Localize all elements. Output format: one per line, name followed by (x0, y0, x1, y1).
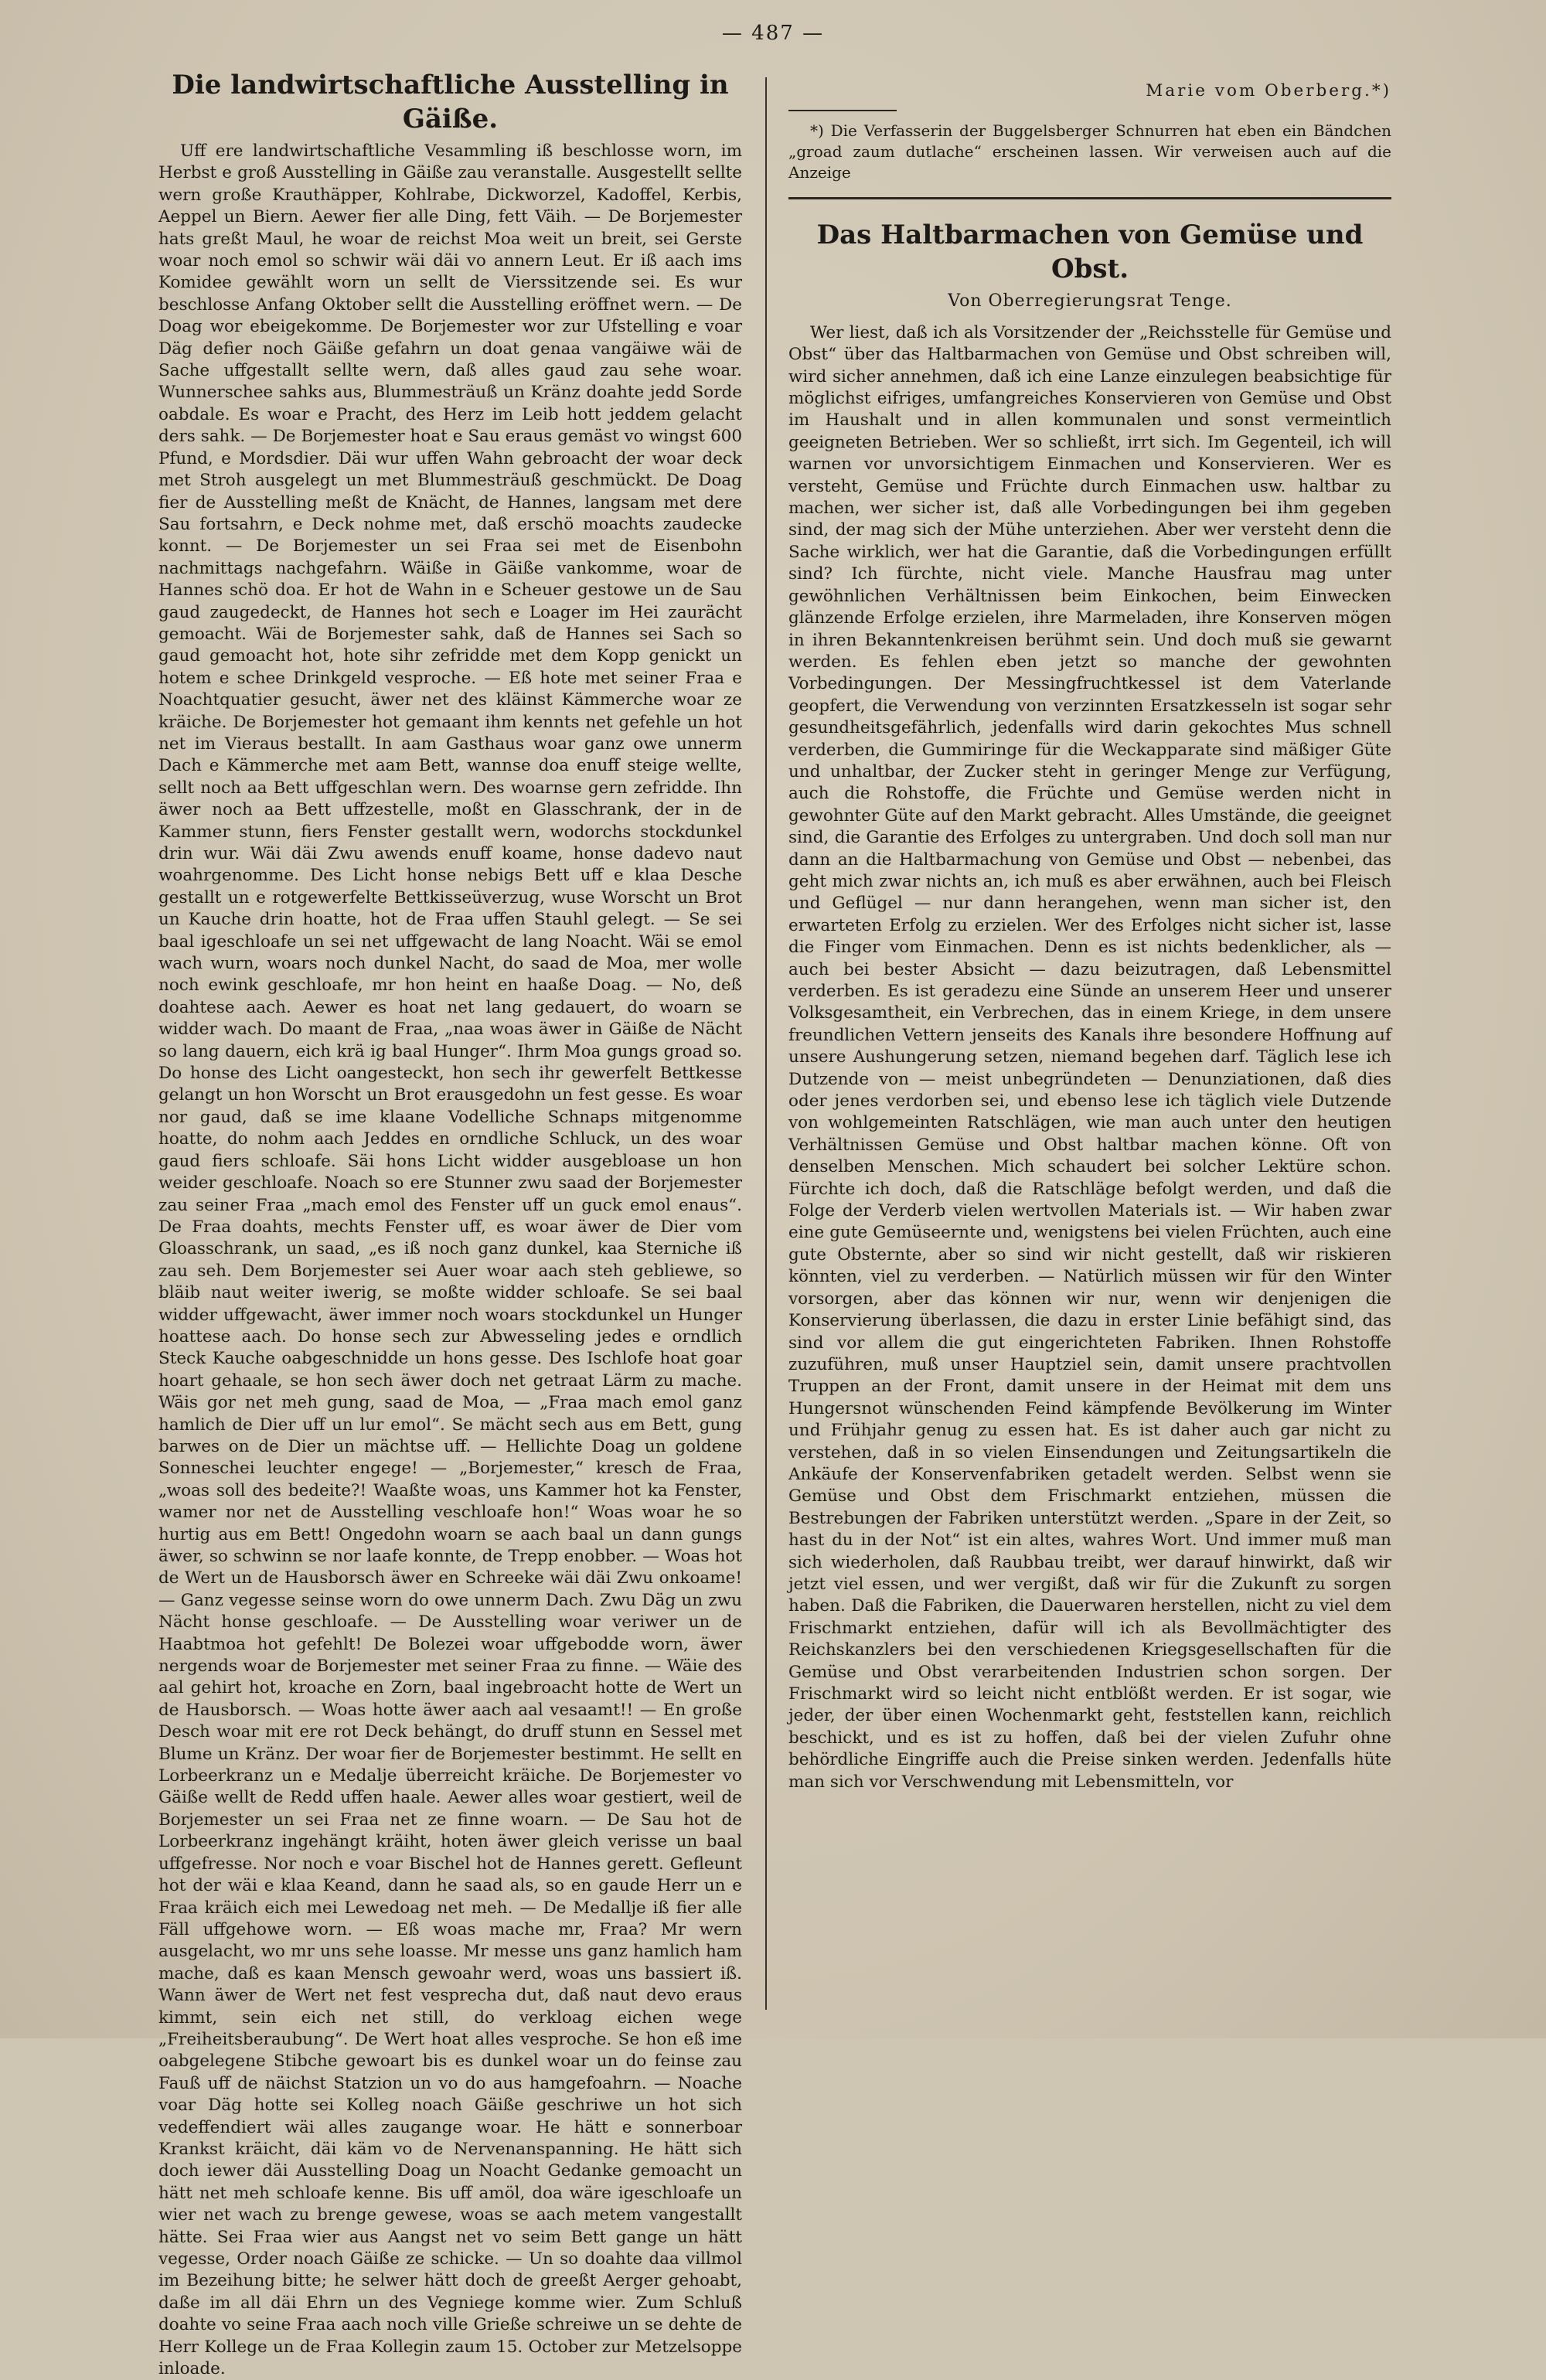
right-column (788, 80, 1391, 1793)
article-title-preserving: Das Haltbarmachen von Gemüse und Obst. (816, 220, 1364, 285)
article-body: Uff ere landwirtschaftliche Vesammling iß beschlosse worn, im Herbst e groß Ausstelling in Gäiße zau veranstalle. Ausgestellt sellte wern große Krauthäpper, Kohlrabe, Dickworzel, Kadoffel, Kerbis, Aeppel un Biern. Aewer fier alle Ding, fett Väih. — De Borjemester hats greßt Maul, he woar de reichst Moa weit un breit, sei Gerste woar noch emol so schwir wäi däi vo annern Leut. Er iß aach ims Komidee gewählt worn un sellt de Vierssitzende sei. Es wur beschlosse Anfang Oktober sellt die Ausstelling eröffnet wern. — De Doag wor ebeigekomme. De Borjemester wor zur Ufstelling e voar Däg defier noch Gäiße gefahrn un doat genaa vangäiwe wäi de Sache uffgestallt sellte wern, daß alles gaud zau sehe woar. Wunnerschee sahks aus, Blummesträuß un Kränz doahte jedd Sorde oabdale. Es woar e Pracht, des Herz im Leib hott jeddem gelacht ders sahk. — De Borjemester hoat e Sau eraus gemäst vo wingst 600 Pfund, e Mordsdier. Däi wur uffen Wahn gebroacht der woar deck met Stroh ausgelegt un met Blummesträuß geschmückt. De Doag fier de Ausstelling meßt de Knächt, de Hannes, langsam met dere Sau fortsahrn, e Deck nohme met, daß erschö moachts zaudecke konnt. — De Borjemester un sei Fraa sei met de Eisenbohn nachmittags nachgefahrn. Wäiße in Gäiße vankomme, woar de Hannes schö doa. Er hot de Wahn in e Scheuer gestowe un de Sau gaud zaugedeckt, de Hannes hot sech e Loager im Hei zaurächt gemoacht. Wäi de Borjemester sahk, daß de Hannes sei Sach so gaud gemoacht hot, hote sihr zefridde met dem Kopp genickt un hotem e schee Drinkgeld vesproche. — Eß hote met seiner Fraa e Noachtquatier gesucht, äwer net des kläinst Kämmerche woar ze kräiche. De Borjemester hot gemaant ihm kennts net gefehle un hot net im Vieraus bestallt. In aam Gasthaus woar ganz owe unnerm Dach e Kämmerche met aam Bett, wannse doa enuff steige wellte, sellt noch aa Bett uffgeschlan wern. Des woarnse gern zefridde. Ihn äwer noch aa Bett uffzestelle, moßt en Glasschrank, der in de Kammer stunn, fiers Fenster gestallt wern, wodorchs stockdunkel drin wur. Wäi däi Zwu awends enuff koame, honse dadevo naut woahrgenomme. Des Licht honse nebigs Bett uff e klaa Desche gestallt un e rotgewerfelte Bettkisseüverzug, wuse Worscht un Brot un Kauche drin hoatte, hot de Fraa uffen Stauhl gelegt. — Se sei baal igeschloafe un sei net uffgewacht de lang Noacht. Wäi se emol wach wurn, woars noch dunkel Nacht, do saad de Moa, mer wolle noch ewink geschloafe, mr hon heint en haaße Doag. — No, deß doahtese aach. Aewer es hoat net lang gedauert, do woarn se widder wach. Do maant de Fraa, „naa woas äwer in Gäiße de Nächt so lang dauern, eich krä ig baal Hunger“. Ihrm Moa gungs groad so. Do honse des Licht oangesteckt, hon sech ihr gewerfelt Bettkesse gelangt un hon Worscht un Brot erausgedohn un fest gesse. Es woar nor gaud, daß se ime klaane Vodelliche Schnaps mitgenomme hoatte, do nohm aach Jeddes en orndliche Schluck, un des woar gaud fiers schloafe. Säi hons Licht widder ausgebloase un hon weider geschloafe. Noach so ere Stunner zwu saad der Borjemester zau seiner Fraa „mach emol des Fenster uff un guck emol enaus“. De Fraa doahts, mechts Fenster uff, es woar äwer de Dier vom Gloasschrank, un saad, „es iß noch ganz dunkel, kaa Sterniche iß zau seh. Dem Borjemester sei Auer woar aach steh gebliewe, so bläib naut weiter iwerig, se moßte widder schloafe. Se sei baal widder uffgewacht, äwer immer noch woars stockdunkel un Hunger hoattese aach. Do honse sech zur Abwesseling jedes e orndlich Steck Kauche oabgeschnidde un hons gesse. Des Ischlofe hoat goar hoart gehaale, se hon sech äwer doch net getraat Lärm zu mache. Wäis gor net meh gung, saad de Moa, — „Fraa mach emol ganz hamlich de Dier uff un lur emol“. Se mächt sech aus em Bett, gung barwes on de Dier un mächtse uff. — Hellichte Doag un goldene Sonneschei leuchter engege! — „Borjemester,“ kresch de Fraa, „woas soll des bedeite?! Waaßte woas, uns Kammer hot ka Fenster, wamer nor net de Ausstelling veschloafe hon!“ Woas woar he so hurtig aus em Bett! Ongedohn woarn se aach baal un dann gungs äwer, so schwinn se nor laafe konnte, de Trepp enobber. — Woas hot de Wert un de Hausborsch äwer en Schreeke wäi däi Zwu onkoame! — Ganz vegesse seinse worn do owe unnerm Dach. Zwu Däg un zwu Nächt honse geschloafe. — De Ausstelling woar veriwer un de Haabtmoa hot gefehlt! De Bolezei woar uffgebodde worn, äwer nergends woar de Borjemester met seiner Fraa zu finne. — Wäie des aal gehirt hot, kroache en Zorn, baal ingebroacht hotte de Wert un de Hausborsch. — Woas hotte äwer aach aal vesaamt!! — En große Desch woar mit ere rot Deck behängt, do druff stunn en Sessel met Blume un Kränz. Der woar fier de Borjemester bestimmt. He sellt en Lorbeerkranz un e Medalje überreicht kräiche. De Borjemester vo Gäiße wellt de Redd uffen haale. Aewer alles woar gestiert, weil de Borjemester un sei Fraa net ze finne woarn. — De Sau hot de Lorbeerkranz ingehängt kräiht, hoten äwer gleich verisse un baal uffgefresse. Nor noch e voar Bischel hot de Hannes gerett. Gefleunt hot der wäi e klaa Keand, dann he saad als, so en gaude Herr un e Fraa kräich eich mei Lewedoag net meh. — De Medallje iß fier alle Fäll uffgehowe worn. — Eß woas mache mr, Fraa? Mr wern ausgelacht, wo mr uns sehe loasse. Mr messe uns ganz hamlich ham mache, daß es kaan Mensch gewoahr werd, woas uns bassiert iß. Wann äwer de Wert net fest vesprecha dut, daß naut devo eraus kimmt, sein eich net still, do verkloag eichen wege „Freiheitsberaubung“. De Wert hoat alles vesproche. Se hon eß ime oabgelegene Stibche gewoart bis es dunkel woar un do feinse zau Fauß uff de näichst Statzion un vo do aus hamgefoahrn. — Noache voar Däg hotte sei Kolleg noach Gäiße geschriwe un hot sich vedeffendiert wäi alles zaugange woar. He hätt e sonnerboar Krankst kräicht, däi käm vo de Nervenanspanning. He hätt sich doch iewer däi Ausstelling Doag un Noacht Gedanke gemoacht un hätt net meh schloafe kenne. Bis uff amöl, doa wäre igeschloafe un wier net wach zu brenge gewese, woas se aach metem vangestallt hätte. Sei Fraa wier aus Aangst net vo seim Bett gange un hätt vegesse, Order noach Gäiße ze schicke. — Un so doahte daa villmol im Bezeihung bitte; he selwer hätt doch de greeßt Aerger gehoabt, daße im all däi Ehrn un des Vegniege komme wier. Zum Schluß doahte vo seine Fraa aach noch ville Grieße schreiwe un se dehte de Herr Kollege un de Fraa Kollegin zaum 15. October zur Metzelsoppe inloade. (158, 141, 742, 2379)
article-separator (788, 197, 1391, 199)
byline: Von Oberregierungsrat Tenge. (948, 291, 1232, 312)
article-dialect-story (158, 68, 742, 2380)
article-title: Die landwirtschaftliche Ausstelling in Gäiße. (172, 70, 729, 134)
page-number: — 487 — (721, 22, 825, 45)
column-divider (765, 77, 767, 2010)
footnote: *) Die Verfasserin der Buggelsberger Schnurren hat eben ein Bändchen „groad zaum dutlache“ erscheinen lassen. Wir verweisen auch auf die Anzeige (788, 121, 1391, 182)
article-body-preserving: Wer liest, daß ich als Vorsitzender der „Reichsstelle für Gemüse und Obst“ über das Haltbarmachen von Gemüse und Obst schreiben will, wird sicher annehmen, daß ich eine Lanze einzulegen beabsichtige für möglichst eifriges, umfangreiches Konservieren von Gemüse und Obst im Haushalt und in allen kommunalen und sonst vermeintlich geeigneten Betrieben. Wer so schließt, irrt sich. Im Gegenteil, ich will warnen vor unvorsichtigem Einmachen und Konservieren. Wer es versteht, Gemüse und Früchte durch Einmachen usw. haltbar zu machen, wer sicher ist, daß alle Vorbedingungen bei ihm gegeben sind, der mag sich der Mühe unterziehen. Aber wer versteht denn die Sache wirklich, wer hat die Garantie, daß die Vorbedingungen erfüllt sind? Ich fürchte, nicht viele. Manche Hausfrau mag unter gewöhnlichen Verhältnissen beim Einkochen, beim Einwecken glänzende Erfolge erzielen, ihre Marmeladen, ihre Konserven mögen in ihren Bekanntenkreisen berühmt sein. Und doch muß sie gewarnt werden. Es fehlen eben jetzt so manche der gewohnten Vorbedingungen. Der Messingfruchtkessel ist dem Vaterlande geopfert, die Verwendung von verzinnten Ersatzkesseln ist sogar sehr gesundheitsgefährlich, jedenfalls wird darin gekochtes Mus schnell verderben, die Gummiringe für die Weckapparate sind mäßiger Güte und unhaltbar, der Zucker steht in geringer Menge zur Verfügung, auch die Rohstoffe, die Früchte und Gemüse werden nicht in gewohnter Güte auf den Markt gebracht. Alles Umstände, die geeignet sind, die Garantie des Erfolges zu untergraben. Und doch soll man nur dann an die Haltbarmachung von Gemüse und Obst — nebenbei, das geht mich zwar nichts an, ich muß es aber erwähnen, auch bei Fleisch und Geflügel — nur dann herangehen, wenn man sicher ist, den erwarteten Erfolg zu erzielen. Wer des Erfolges nicht sicher ist, lasse die Finger vom Einmachen. Denn es ist nichts bedenklicher, als — auch bei bester Absicht — dazu beizutragen, daß Lebensmittel verderben. Es ist geradezu eine Sünde an unserem Heer und unserer Volksgesamtheit, ein Verbrechen, das in einem Kriege, in dem unsere freundlichen Vettern jenseits des Kanals ihre besondere Hoffnung auf unsere Aushungerung setzen, niemand begehen darf. Täglich lese ich Dutzende von — meist unbegründeten — Denunziationen, daß dies oder jenes verdorben sei, und ebenso lese ich täglich viele Dutzende von wohlgemeinten Ratschlägen, wie man auch unter den heutigen Verhältnissen Gemüse und Obst haltbar machen könne. Oft von denselben Menschen. Mich schaudert bei solcher Lektüre schon. Fürchte ich doch, daß die Ratschläge befolgt werden, und daß die Folge der Verderb vielen wertvollen Materials ist. — Wir haben zwar eine gute Gemüseernte und, wenigstens bei vielen Früchten, auch eine gute Obsternte, aber so sind wir nicht gestellt, daß wir riskieren könnten, viel zu verderben. — Natürlich müssen wir für den Winter vorsorgen, aber das können wir nur, wenn wir denjenigen die Konservierung überlassen, die dazu in erster Linie befähigt sind, das sind vor allem die gut eingerichteten Fabriken. Ihnen Rohstoffe zuzuführen, muß unser Hauptziel sein, damit unsere prachtvollen Truppen an der Front, damit unsere in der Heimat mit dem uns Hungersnot wünschenden Feind kämpfende Bevölkerung im Winter und Frühjahr genug zu essen hat. Es ist daher auch gar nicht zu verstehen, daß in so vielen Einsendungen und Zeitungsartikeln die Ankäufe der Konservenfabriken getadelt werden. Selbst wenn sie Gemüse und Obst dem Frischmarkt entziehen, müssen die Bestrebungen der Fabriken unterstützt werden. „Spare in der Zeit, so hast du in der Not“ ist ein altes, wahres Wort. Und immer muß man sich wiederholen, daß Raubbau treibt, wer darauf hinwirkt, daß wir jetzt viel essen, und wer vergißt, daß wir für die Zukunft zu sorgen haben. Daß die Fabriken, die Dauerwaren herstellen, nicht zu viel dem Frischmarkt entziehen, dafür will ich als Bevollmächtigter des Reichskanzlers bei den verschiedenen Kriegsgesellschaften für die Gemüse und Obst verarbeitenden Industrien schon sorgen. Der Frischmarkt wird so leicht nicht entblößt werden. Er ist sogar, wie jeder, der über einen Wochenmarkt geht, feststellen kann, reichlich beschickt, und es ist zu hoffen, daß bei der vielen Zufuhr ohne behördliche Eingriffe auch die Preise sinken werden. Jedenfalls hüte man sich vor Verschwendung mit Lebensmitteln, vor (788, 322, 1391, 1792)
footnote-rule (788, 110, 897, 111)
author-signature: Marie vom Oberberg.*) (1146, 81, 1391, 100)
